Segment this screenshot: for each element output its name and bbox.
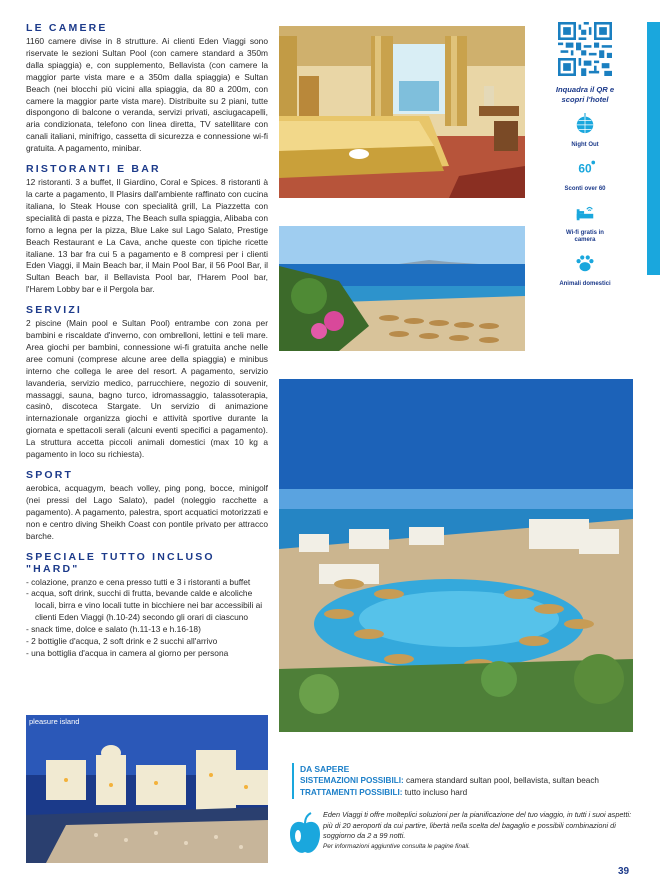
section-body-sport: aerobica, acquagym, beach volley, ping pong, bocce, minigolf (nei pressi del Lago Salato), padel (noleggio racchette a pagamento). A pagamento, palestra, sport acquatici motorizzati e non e centro diving Sheikh Coast con pontile privato per attracco barche. — [26, 483, 268, 541]
feature-over-60 — [555, 157, 615, 193]
trattamenti-label: TRATTAMENTI POSSIBILI: — [300, 788, 403, 797]
pleasure-island-photo — [26, 715, 268, 863]
da-sapere-title: DA SAPERE — [300, 764, 350, 774]
room-photo — [279, 26, 525, 198]
trattamenti-line — [300, 787, 640, 799]
page-number: 39 — [618, 866, 630, 877]
section-body-camere: 1160 camere divise in 8 strutture. Ai clienti Eden Viaggi sono riservate le sezioni Sultan Pool (con camere standard a 350m dalla spiaggia) e, con supplemento, Bellavista (con camere la maggior parte vista mare e a 350m dalla spiaggia) e Sultan Beach (nei blocchi più vicini alla spiaggia, da 80 a 200m, con camere la maggior parte vista mare). Distribuite su 2 piani, tutte dispongono di balcone o veranda, servizi privati, asciugacapelli, aria condizionata, telefono con linea diretta, TV satellitare con canali italiani, minifrigo, cassetta di sicurezza e connessione wi-fi gratuita. A pagamento, minibar. — [26, 36, 268, 154]
section-title-sport: SPORT — [26, 469, 74, 481]
section-title-speciale: SPECIALE TUTTO INCLUSO "HARD" — [26, 550, 215, 575]
list-item: - snack time, dolce e salato (h.11-13 e h.16-18) — [26, 624, 201, 635]
feature-label: Animali domestici — [559, 281, 611, 287]
photo-caption: pleasure island — [29, 717, 80, 726]
resort-pool-photo — [279, 379, 633, 732]
apple-logo-icon — [288, 812, 322, 858]
info-text-block — [323, 810, 639, 852]
wifi-bed-icon — [574, 201, 596, 223]
section-title-ristoranti: RISTORANTI E BAR — [26, 163, 161, 176]
trattamenti-value: tutto incluso hard — [404, 788, 468, 797]
sistemazioni-line — [300, 775, 640, 787]
section-body-servizi: 2 piscine (Main pool e Sultan Pool) entrambe con zona per bambini e riscaldate d'inverno, con ombrelloni, lettini e teli mare. Area giochi per bambini, connessione wi-fi gratuita anche nelle aree comuni (comprese alcune aree della spiaggia) e minibus interno che collega le aree del resort. A pagamento, servizio lavanderia, servizio medico, parrucchiere, negozio di souvenir, massaggi, sauna, bagno turco, idromassaggio, talassoterapia, casinò, discoteca Stargate. Un servizio di animazione internazionale organizza giochi e attività sportive durante la giornata e spettacoli serali (alcuni eventi specifici a pagamento). La struttura accetta piccoli animali domestici (max 10 kg a pagamento in loco su richiesta). — [26, 318, 268, 460]
list-item: - 2 bottiglie d'acqua, 2 soft drink e 2 succhi all'arrivo — [26, 636, 218, 647]
feature-label: Sconti over 60 — [564, 186, 606, 192]
feature-label: Night Out — [571, 142, 599, 148]
sixty-badge-icon — [574, 157, 596, 179]
paw-icon — [574, 252, 596, 274]
list-item: - acqua, soft drink, succhi di frutta, bevande calde e alcoliche locali, birra e vino locali tutte in bicchiere nei bar accessibili ai clienti Eden Viaggi (h.10-24) secondo gli orari di ciascuno — [26, 588, 263, 623]
speciale-list — [26, 577, 268, 660]
feature-pets — [555, 252, 615, 288]
feature-night-out — [555, 113, 615, 149]
info-text: Eden Viaggi ti offre molteplici soluzioni per la pianificazione del tuo viaggio, in tutti i suoi aspetti: più di 20 aeroporti da cui partire, libertà nella scelta del bagaglio e possibili combinazioni di soggiorno da 2 a 99 notti. — [323, 810, 632, 841]
beach-photo — [279, 226, 525, 351]
sistemazioni-label: SISTEMAZIONI POSSIBILI: — [300, 776, 404, 785]
sidebar — [555, 22, 615, 288]
qr-caption: Inquadra il QR e scopri l'hotel — [555, 85, 615, 104]
feature-wifi — [555, 201, 615, 244]
text-column — [26, 22, 268, 660]
page-edge-tab — [647, 22, 660, 275]
disco-ball-icon — [574, 113, 596, 135]
info-note: Per informazioni aggiuntive consulta le pagine finali. — [323, 842, 471, 850]
feature-label: Wi-fi gratis in camera — [566, 230, 604, 243]
sistemazioni-value: camera standard sultan pool, bellavista, sultan beach — [406, 776, 599, 785]
section-title-servizi: SERVIZI — [26, 304, 83, 317]
da-sapere-box — [292, 763, 640, 799]
section-title-camere: LE CAMERE — [26, 22, 108, 34]
section-body-ristoranti: 12 ristoranti. 3 a buffet, Il Giardino, Coral e Spices. 8 ristoranti à la carte a pagamento, Il Plasirs dall'ambiente raffinato con cucina italiana, lo Steak House con specialità grill, La Piazzetta con specialità di pasta e pizza, The Beach sulla spiaggia, Alibaba con forno a legna per la pizza, Blue Lake sul Lago Salato, Prestige Beach Restaurant e La Cava, anche queste con tipiche ricette italiane. 13 bar fra cui 5 a pagamento e 8 compresi per i clienti Eden Viaggi, il Main Beach bar, il Main Pool Bar, il 56 Pool Bar, il Sultan Beach bar, il Bellavista Pool bar, l'Harem Pool bar, l'Harem Lobby bar e il Pergola bar. — [26, 177, 268, 295]
list-item: - una bottiglia d'acqua in camera al giorno per persona — [26, 647, 229, 658]
list-item: - colazione, pranzo e cena presso tutti e 3 i ristoranti a buffet — [26, 576, 251, 587]
qr-code[interactable] — [558, 22, 612, 76]
svg-text:60: 60 — [578, 161, 592, 176]
